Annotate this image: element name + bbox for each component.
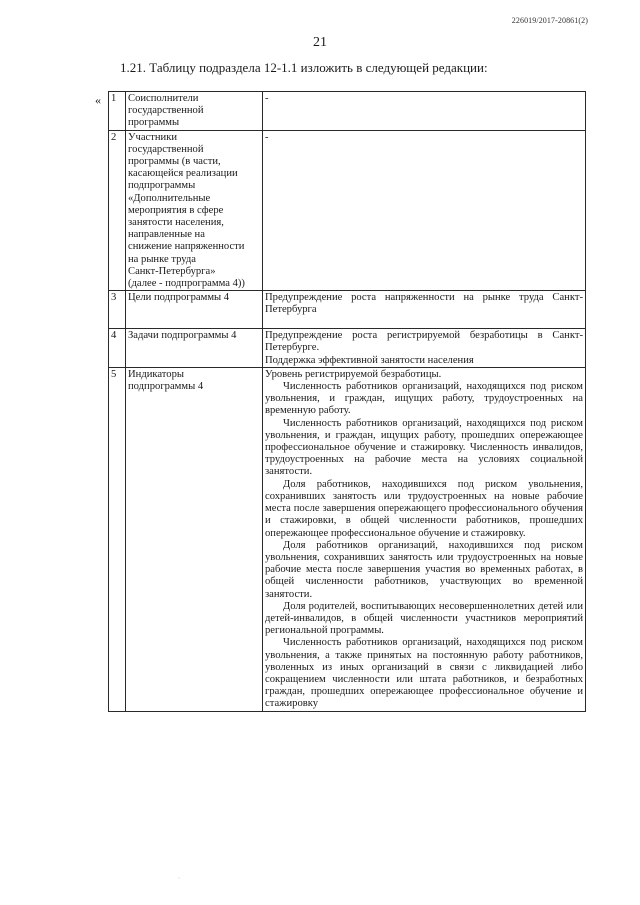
row-number: 2 bbox=[109, 130, 126, 291]
name-line: программы (в части, bbox=[128, 156, 221, 168]
name-line: направленные на bbox=[128, 229, 205, 241]
row-name-cell bbox=[126, 92, 263, 131]
table-row bbox=[109, 291, 586, 329]
indicator-paragraph: Доля родителей, воспитывающих несовершеннолетних детей или детей-инвалидов, в общей численности участников мероприятий региональной программы. bbox=[265, 600, 583, 637]
row-value-cell bbox=[263, 329, 586, 368]
row-name-cell bbox=[126, 329, 263, 368]
name-line: (далее - подпрограмма 4)) bbox=[128, 278, 245, 290]
indicator-paragraph: Численность работников организаций, находящихся под риском увольнения, а также принятых на постоянную работу работников, уволенных из иных организаций в связи с ликвидацией либо сокращением численности или штата работников, и безработных граждан, прошедших опережающее профессиональное обучение и стажировку bbox=[265, 637, 583, 710]
indicator-paragraph: Доля работников организаций, находившихся под риском увольнения, сохранивших занятость или трудоустроенных на новые рабочие места после завершения участия во временных работах, в общей численности работников, участвующих во временной занятости. bbox=[265, 539, 583, 600]
name-line: подпрограммы bbox=[128, 180, 196, 192]
indicator-paragraph: Численность работников организаций, находящихся под риском увольнения, и граждан, ищущих работу, прошедших опережающее профессиональное обучение и стажировку. Численность инвалидов, трудоустроенных на рабочие места на условиях социальной занятости. bbox=[265, 417, 583, 478]
indicator-paragraph: Доля работников, находившихся под риском увольнения, сохранивших занятость или трудоустроенных на новые рабочие места после завершения опережающего профессионального обучения и стажировки, в общей численности работников, прошедших опережающее профессиональное обучение и стажировку. bbox=[265, 478, 583, 539]
value-text: Предупреждение роста напряженности на рынке труда Санкт-Петербурга bbox=[265, 292, 583, 316]
table-row bbox=[109, 130, 586, 291]
name-line: государственной bbox=[128, 143, 204, 155]
value-text: - bbox=[265, 93, 269, 104]
table-row bbox=[109, 367, 586, 711]
row-name-cell bbox=[126, 291, 263, 329]
table-row bbox=[109, 329, 586, 368]
row-value-cell bbox=[263, 291, 586, 329]
row-name-cell bbox=[126, 367, 263, 711]
name-line: на рынке труда bbox=[128, 253, 196, 265]
row-number: 4 bbox=[109, 329, 126, 368]
row-name-cell bbox=[126, 130, 263, 291]
section-intro-text: 1.21. Таблицу подраздела 12-1.1 изложить в следующей редакции: bbox=[120, 60, 488, 75]
footer-mark: · bbox=[178, 876, 180, 882]
value-text: Поддержка эффективной занятости населения bbox=[265, 354, 474, 366]
table-row bbox=[109, 92, 586, 131]
row-number: 1 bbox=[109, 92, 126, 131]
document-id: 226019/2017-20861(2) bbox=[511, 16, 588, 25]
value-text: - bbox=[265, 131, 269, 143]
value-text: Предупреждение роста регистрируемой безработицы в Санкт-Петербурге. bbox=[265, 330, 583, 354]
name-line: мероприятия в сфере bbox=[128, 204, 224, 216]
row-value-cell bbox=[263, 130, 586, 291]
name-line: снижение напряженности bbox=[128, 241, 245, 253]
page-number: 21 bbox=[313, 35, 327, 50]
opening-quote-mark: « bbox=[95, 93, 101, 107]
row-number: 5 bbox=[109, 367, 126, 711]
name-line: подпрограммы 4 bbox=[128, 381, 204, 393]
name-line: Соисполнители bbox=[128, 93, 199, 104]
name-line: занятости населения, bbox=[128, 217, 224, 229]
indicator-paragraph: Уровень регистрируемой безработицы. bbox=[265, 368, 442, 380]
name-line: государственной bbox=[128, 105, 204, 117]
row-value-cell bbox=[263, 367, 586, 711]
indicator-paragraph: Численность работников организаций, находящихся под риском увольнения, и граждан, ищущих работу, трудоустроенных на временную работу. bbox=[265, 381, 583, 417]
name-line: касающейся реализации bbox=[128, 168, 238, 180]
subprogram-table bbox=[108, 91, 586, 712]
name-line: Участники bbox=[128, 131, 178, 143]
row-number: 3 bbox=[109, 291, 126, 329]
name-line: «Дополнительные bbox=[128, 192, 211, 204]
name-line: Санкт-Петербурга» bbox=[128, 265, 216, 277]
name-line: Задачи подпрограммы 4 bbox=[128, 330, 237, 342]
name-line: Цели подпрограммы 4 bbox=[128, 292, 230, 304]
name-line: программы bbox=[128, 117, 180, 129]
name-line: Индикаторы bbox=[128, 368, 184, 380]
row-value-cell bbox=[263, 92, 586, 131]
